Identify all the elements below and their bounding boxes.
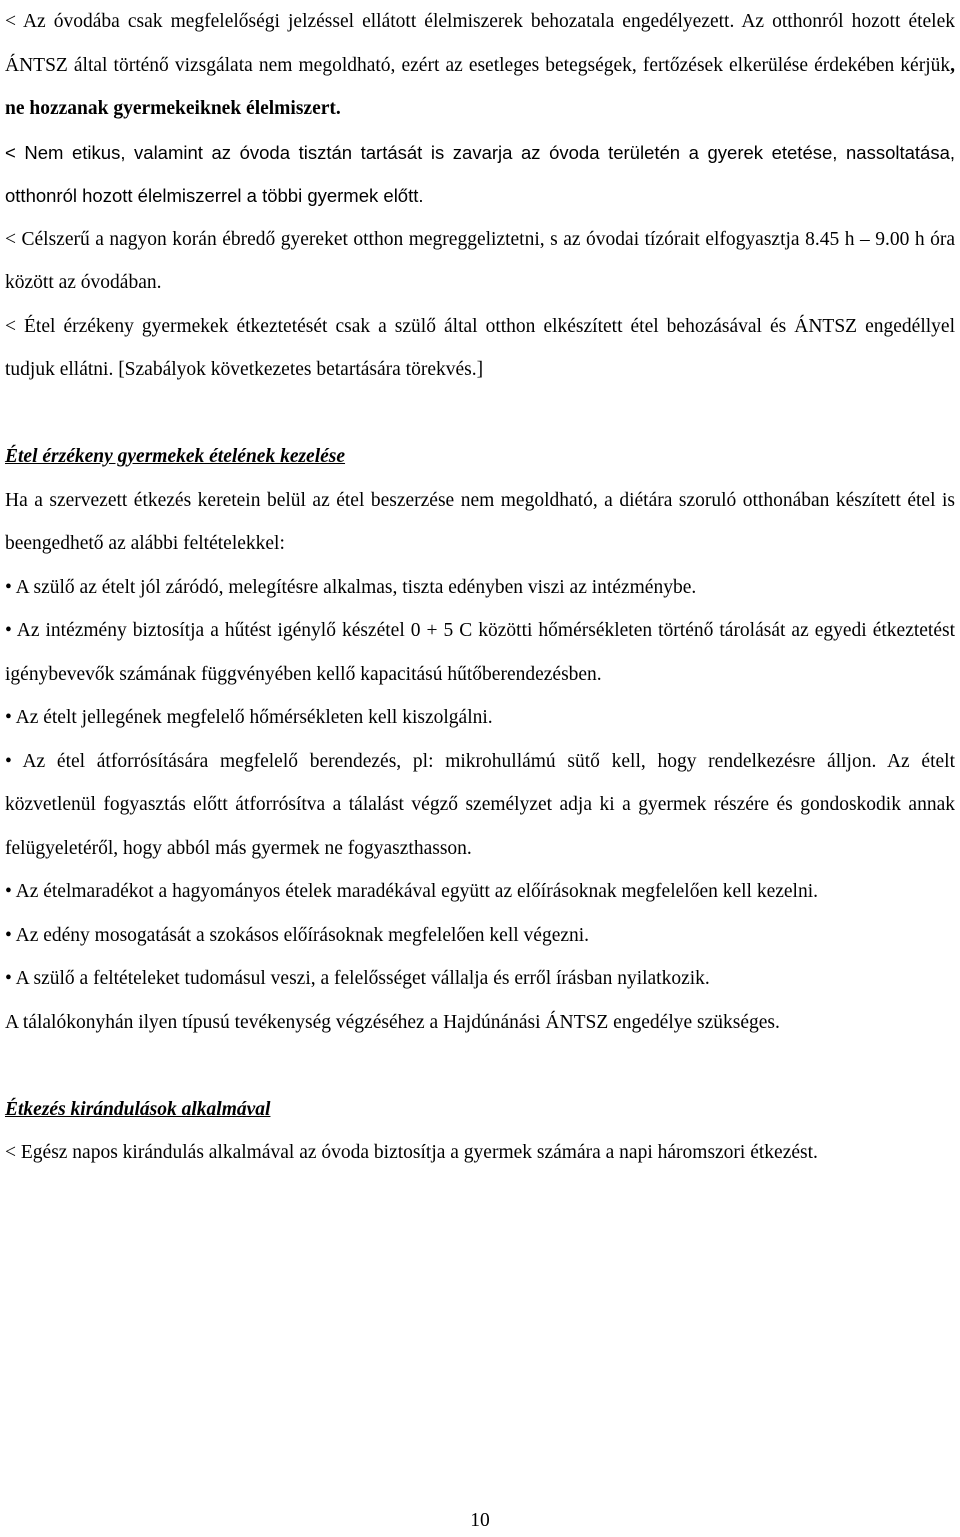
paragraph-food-import [5,0,955,131]
paragraph-feeding-ethics: < Nem etikus, valamint az óvoda tisztán tartását is zavarja az óvoda területén a gyerek etetése, nassoltatása, otthonról hozott élelmiszerrel a többi gyermek előtt. [5,141,955,206]
page-number: 10 [470,1510,490,1531]
section-heading-food-sensitive: Étel érzékeny gyermekek ételének kezelése [5,446,346,467]
bullet-item: • Az ételmaradékot a hagyományos ételek maradékával együtt az előírásoknak megfelelően kell kezelni. [5,881,819,902]
section-closing: A tálalókonyhán ilyen típusú tevékenység végzéséhez a Hajdúnánási ÁNTSZ engedélye szükséges. [5,1011,780,1033]
paragraph-excursion-meals: < Egész napos kirándulás alkalmával az óvoda biztosítja a gyermek számára a napi háromszori étkezést. [5,1142,818,1163]
section-heading-excursions: Étkezés kirándulások alkalmával [5,1098,271,1120]
paragraph-breakfast: < Célszerű a nagyon korán ébredő gyereket otthon megreggeliztetni, s az óvodai tízórait elfogyasztja 8.45 h – 9.00 h óra között az óvodában. [5,228,955,293]
document-page [5,0,955,1175]
bullet-item: • Az edény mosogatását a szokásos előírásoknak megfelelően kell végezni. [5,924,590,946]
spacer [5,392,955,436]
bullet-item: • Az ételt jellegének megfelelő hőmérsékleten kell kiszolgálni. [5,707,493,728]
bullet-item: • Az intézmény biztosítja a hűtést igénylő készétel 0 + 5 C közötti hőmérsékleten történő tárolását az egyedi étkeztetést igénybevevők számának függvényében kellő kapacitású hűtőberendezésben. [5,620,955,685]
paragraph-food-import-emphasis: , ne hozzanak gyermekeiknek élelmiszert. [5,54,955,119]
paragraph-food-sensitive: < Étel érzékeny gyermekek étkeztetését csak a szülő által otthon elkészített étel behozásával és ÁNTSZ engedéllyel tudjuk ellátni. [Szabályok következetes betartására törekvés.] [5,315,955,380]
section-intro: Ha a szervezett étkezés keretein belül az étel beszerzése nem megoldható, a diétára szoruló otthonában készített étel is beengedhető az alábbi feltételekkel: [5,489,955,554]
bullet-item: • A szülő az ételt jól záródó, melegítésre alkalmas, tiszta edényben viszi az intézménybe. [5,576,697,598]
bullet-item: • Az étel átforrósítására megfelelő berendezés, pl: mikrohullámú sütő kell, hogy rendelkezésre álljon. Az ételt közvetlenül fogyasztás előtt átforrósítva a tálalást végző személyzet adja ki a gyermek részére és gondoskodik annak felügyeletéről, hogy abból más gyermek ne fogyaszthasson. [5,750,955,859]
paragraph-food-import-text: < Az óvodába csak megfelelőségi jelzéssel ellátott élelmiszerek behozatala engedélyezett. Az otthonról hozott ételek ÁNTSZ által történő vizsgálata nem megoldható, ezért az esetleges betegségek, fertőzések elkerülése érdekében kérjük [5,11,955,76]
spacer [5,1044,955,1088]
bullet-item: • A szülő a feltételeket tudomásul veszi, a felelősséget vállalja és erről írásban nyilatkozik. [5,968,710,989]
